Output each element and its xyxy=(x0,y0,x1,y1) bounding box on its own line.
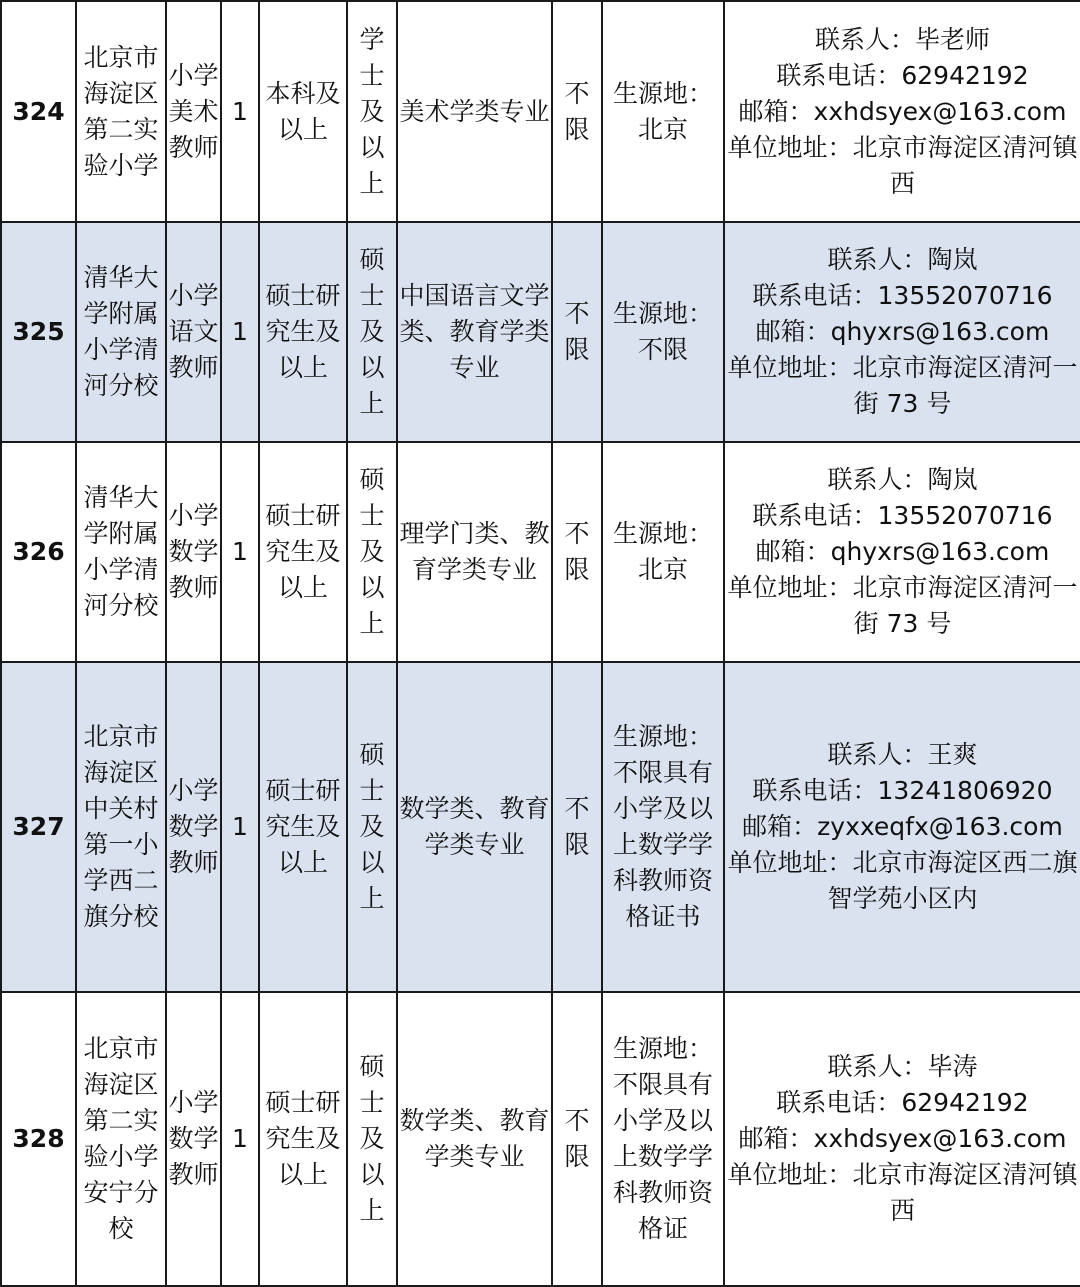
contact-info xyxy=(724,662,1080,992)
age-requirement: 不限 xyxy=(552,992,602,1286)
unit-name: 北京市海淀区第二实验小学 xyxy=(76,1,166,222)
other-conditions: 生源地：不限具有小学及以上数学学科教师资格证 xyxy=(602,992,724,1286)
major-requirement: 数学类、教育学类专业 xyxy=(397,662,552,992)
education-requirement: 硕士研究生及以上 xyxy=(259,992,347,1286)
post-name: 小学数学教师 xyxy=(166,662,221,992)
contact-email: 邮箱：xxhdsyex@163.com xyxy=(738,96,1067,126)
age-requirement: 不限 xyxy=(552,1,602,222)
other-conditions: 生源地：不限具有小学及以上数学学科教师资格证书 xyxy=(602,662,724,992)
table-row xyxy=(1,1,1080,222)
degree-requirement: 硕士及以上 xyxy=(347,992,397,1286)
contact-info xyxy=(724,992,1080,1286)
headcount: 1 xyxy=(221,222,259,442)
row-id: 326 xyxy=(1,442,76,662)
degree-requirement: 学士及以上 xyxy=(347,1,397,222)
other-conditions: 生源地：北京 xyxy=(602,442,724,662)
age-requirement: 不限 xyxy=(552,222,602,442)
contact-phone: 联系电话：13241806920 xyxy=(752,776,1053,805)
headcount: 1 xyxy=(221,662,259,992)
row-id: 328 xyxy=(1,992,76,1286)
contact-person: 联系人：陶岚 xyxy=(827,245,978,274)
table-row xyxy=(1,992,1080,1286)
headcount: 1 xyxy=(221,1,259,222)
table-row xyxy=(1,442,1080,662)
headcount: 1 xyxy=(221,992,259,1286)
post-name: 小学数学教师 xyxy=(166,992,221,1286)
contact-address: 单位地址：北京市海淀区清河镇西 xyxy=(727,132,1078,198)
contact-info xyxy=(724,222,1080,442)
contact-address: 单位地址：北京市海淀区清河一街 73 号 xyxy=(727,573,1078,638)
age-requirement: 不限 xyxy=(552,442,602,662)
contact-address: 单位地址：北京市海淀区西二旗智学苑小区内 xyxy=(727,848,1078,913)
other-conditions: 生源地：不限 xyxy=(602,222,724,442)
contact-phone: 联系电话：62942192 xyxy=(776,60,1029,90)
contact-email: 邮箱：xxhdsyex@163.com xyxy=(738,1124,1067,1153)
education-requirement: 硕士研究生及以上 xyxy=(259,662,347,992)
major-requirement: 数学类、教育学类专业 xyxy=(397,992,552,1286)
degree-requirement: 硕士及以上 xyxy=(347,222,397,442)
contact-person: 联系人：毕涛 xyxy=(827,1052,978,1081)
contact-info xyxy=(724,442,1080,662)
unit-name: 北京市海淀区中关村第一小学西二旗分校 xyxy=(76,662,166,992)
unit-name: 清华大学附属小学清河分校 xyxy=(76,222,166,442)
contact-info xyxy=(724,1,1080,222)
degree-requirement: 硕士及以上 xyxy=(347,442,397,662)
education-requirement: 硕士研究生及以上 xyxy=(259,442,347,662)
row-id: 324 xyxy=(1,1,76,222)
contact-phone: 联系电话：62942192 xyxy=(776,1088,1029,1117)
contact-person: 联系人：陶岚 xyxy=(827,465,978,494)
contact-email: 邮箱：qhyxrs@163.com xyxy=(755,537,1050,566)
major-requirement: 理学门类、教育学类专业 xyxy=(397,442,552,662)
contact-email: 邮箱：zyxxeqfx@163.com xyxy=(742,812,1063,841)
major-requirement: 中国语言文学类、教育学类专业 xyxy=(397,222,552,442)
row-id: 327 xyxy=(1,662,76,992)
other-conditions: 生源地：北京 xyxy=(602,1,724,222)
table-row xyxy=(1,222,1080,442)
major-requirement: 美术学类专业 xyxy=(397,1,552,222)
headcount: 1 xyxy=(221,442,259,662)
contact-phone: 联系电话：13552070716 xyxy=(752,501,1053,530)
contact-person: 联系人：王爽 xyxy=(827,740,978,769)
unit-name: 清华大学附属小学清河分校 xyxy=(76,442,166,662)
unit-name: 北京市海淀区第二实验小学安宁分校 xyxy=(76,992,166,1286)
contact-address: 单位地址：北京市海淀区清河一街 73 号 xyxy=(727,353,1078,418)
contact-phone: 联系电话：13552070716 xyxy=(752,281,1053,310)
education-requirement: 硕士研究生及以上 xyxy=(259,222,347,442)
post-name: 小学美术教师 xyxy=(166,1,221,222)
contact-address: 单位地址：北京市海淀区清河镇西 xyxy=(727,1160,1078,1225)
degree-requirement: 硕士及以上 xyxy=(347,662,397,992)
contact-person: 联系人：毕老师 xyxy=(814,24,990,54)
post-name: 小学数学教师 xyxy=(166,442,221,662)
table-row xyxy=(1,662,1080,992)
row-id: 325 xyxy=(1,222,76,442)
contact-email: 邮箱：qhyxrs@163.com xyxy=(755,317,1050,346)
education-requirement: 本科及以上 xyxy=(259,1,347,222)
post-name: 小学语文教师 xyxy=(166,222,221,442)
age-requirement: 不限 xyxy=(552,662,602,992)
